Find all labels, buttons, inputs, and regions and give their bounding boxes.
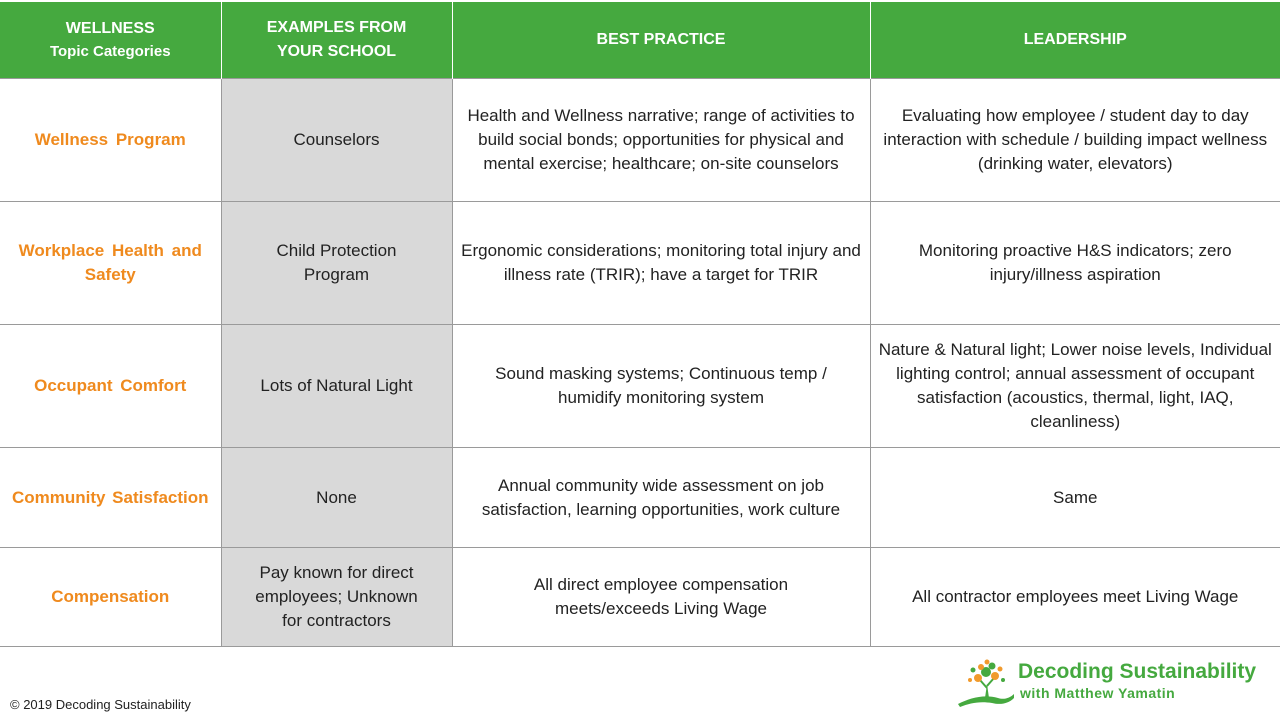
header-best-practice: BEST PRACTICE <box>452 2 870 79</box>
category-cell: Workplace Health and Safety <box>0 202 221 325</box>
leadership-cell: Same <box>870 448 1280 548</box>
category-cell: Community Satisfaction <box>0 448 221 548</box>
best-practice-cell: Annual community wide assessment on job satisfaction, learning opportunities, work culture <box>452 448 870 548</box>
best-practice-cell: Ergonomic considerations; monitoring total injury and illness rate (TRIR); have a target for TRIR <box>452 202 870 325</box>
header-wellness-subtitle: Topic Categories <box>49 43 171 60</box>
brand-tagline: with Matthew Yamatin <box>1020 685 1176 701</box>
table-row <box>0 448 1280 548</box>
example-cell: Child Protection Program <box>221 202 452 325</box>
leadership-cell: All contractor employees meet Living Wage <box>870 548 1280 647</box>
table-row <box>0 325 1280 448</box>
brand-name: Decoding Sustainability <box>1018 660 1257 683</box>
header-row <box>0 2 1280 79</box>
wellness-table <box>0 2 1280 647</box>
category-cell: Wellness Program <box>0 79 221 202</box>
example-cell: Pay known for direct employees; Unknown for contractors <box>221 548 452 647</box>
category-cell: Occupant Comfort <box>0 325 221 448</box>
leadership-cell: Nature & Natural light; Lower noise levels, Individual lighting control; annual assessment of occupant satisfaction (acoustics, thermal, light, IAQ, cleanliness) <box>870 325 1280 448</box>
header-examples-line1: EXAMPLES FROM <box>266 19 407 36</box>
header-wellness-title: WELLNESS <box>65 20 155 37</box>
leadership-cell: Evaluating how employee / student day to day interaction with schedule / building impact wellness (drinking water, elevators) <box>870 79 1280 202</box>
copyright-text: © 2019 Decoding Sustainability <box>10 697 191 712</box>
header-examples <box>221 2 452 79</box>
table-row <box>0 79 1280 202</box>
best-practice-cell: All direct employee compensation meets/exceeds Living Wage <box>452 548 870 647</box>
category-cell: Compensation <box>0 548 221 647</box>
table-row <box>0 202 1280 325</box>
example-cell: None <box>221 448 452 548</box>
example-cell: Counselors <box>221 79 452 202</box>
leadership-cell: Monitoring proactive H&S indicators; zero injury/illness aspiration <box>870 202 1280 325</box>
best-practice-cell: Sound masking systems; Continuous temp / humidify monitoring system <box>452 325 870 448</box>
tree-hand-icon <box>956 658 1016 708</box>
header-leadership: LEADERSHIP <box>870 2 1280 79</box>
best-practice-cell: Health and Wellness narrative; range of activities to build social bonds; opportunities for physical and mental exercise; healthcare; on-site counselors <box>452 79 870 202</box>
brand-logo <box>956 658 1276 710</box>
example-cell: Lots of Natural Light <box>221 325 452 448</box>
header-examples-line2: YOUR SCHOOL <box>276 43 397 60</box>
header-wellness <box>0 2 221 79</box>
table-row <box>0 548 1280 647</box>
